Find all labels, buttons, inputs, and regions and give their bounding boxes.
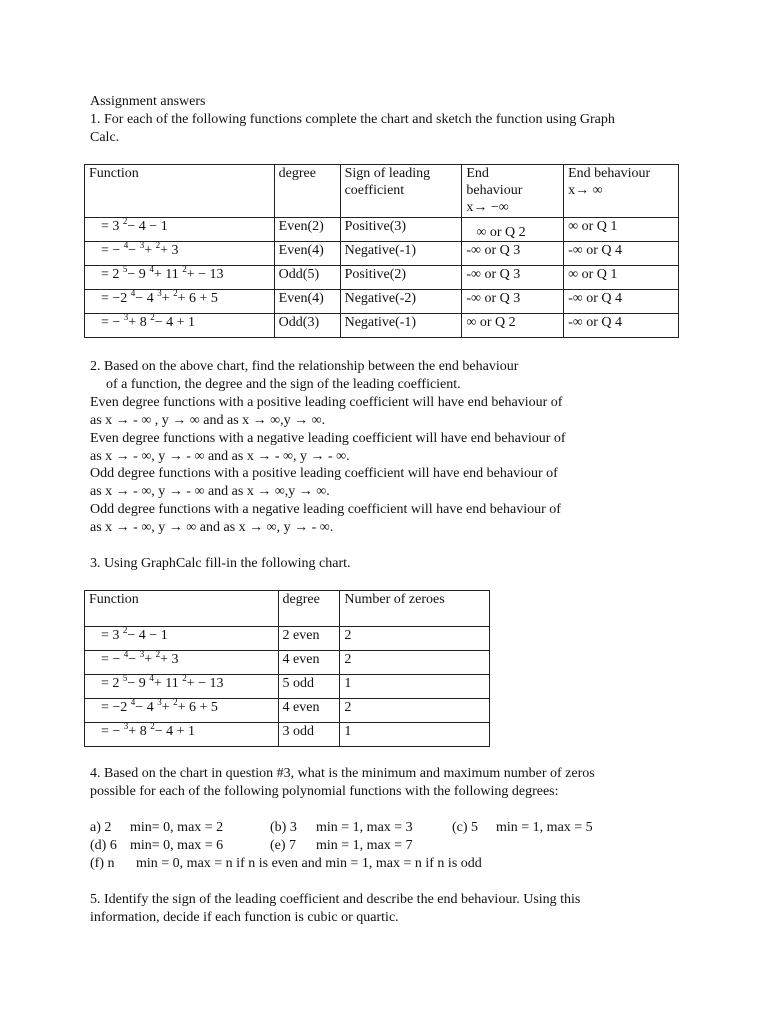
degree-cell: Even(4): [274, 290, 340, 314]
q4-f-label: (f) n: [90, 856, 115, 871]
header-end-neg-line1: End: [466, 166, 489, 181]
fn-exponent: 3: [157, 288, 162, 298]
fn-exponent: 2: [150, 721, 155, 731]
end-neg-cell: ∞ or Q 2: [462, 314, 564, 338]
fn-exponent: 4: [123, 649, 129, 659]
function-cell: [85, 651, 279, 675]
fn-part: + 8: [128, 315, 151, 330]
fn-part: = −2: [101, 291, 131, 306]
table-header-row: [85, 591, 490, 627]
fn-part: + − 13: [186, 676, 224, 691]
fn-exponent: 2: [155, 649, 161, 659]
q2-line2: of a function, the degree and the sign of the leading coefficient.: [106, 377, 461, 392]
end-pos-cell: -∞ or Q 4: [564, 290, 679, 314]
fn-exponent: 2: [150, 312, 155, 322]
fn-part: + 11: [153, 676, 183, 691]
header-end-neg: [462, 165, 564, 218]
header-sign-line2: coefficient: [344, 183, 405, 198]
fn-part: + 3: [160, 652, 179, 667]
table-header-row: [85, 165, 679, 218]
header-function: Function: [85, 165, 275, 218]
q2-answer-2: as x → - ∞ , y → ∞ and as x → ∞,y → ∞.: [90, 413, 326, 428]
q2-answer-8: as x → - ∞, y → ∞ and as x → ∞, y → - ∞.: [90, 520, 334, 535]
header-end-pos-line2: x→ ∞: [568, 183, 603, 198]
fn-part: − 4 − 1: [127, 628, 168, 643]
end-neg-cell: ∞ or Q 2: [462, 218, 564, 242]
degree-cell: 2 even: [278, 627, 340, 651]
degree-cell: 4 even: [278, 699, 340, 723]
fn-exponent: 2: [173, 697, 178, 707]
fn-part: − 4 + 1: [154, 724, 195, 739]
fn-exponent: 2: [182, 264, 187, 274]
fn-part: +: [144, 243, 156, 258]
function-cell: [85, 266, 275, 290]
q3-table: [84, 590, 490, 747]
fn-part: − 9: [127, 676, 150, 691]
degree-cell: Odd(5): [274, 266, 340, 290]
table-row: [85, 651, 490, 675]
q2-answer-4: as x → - ∞, y → - ∞ and as x → - ∞, y → - ∞.: [90, 449, 350, 464]
fn-exponent: 3: [139, 649, 145, 659]
fn-part: − 9: [127, 267, 150, 282]
q4-a-label: a) 2: [90, 820, 112, 835]
fn-part: + 6 + 5: [177, 700, 218, 715]
header-end-pos: [564, 165, 679, 218]
q4-line1: 4. Based on the chart in question #3, what is the minimum and maximum number of zeros: [90, 766, 595, 781]
q4-line2: possible for each of the following polynomial functions with the following degrees:: [90, 784, 559, 799]
q2-line1: 2. Based on the above chart, find the relationship between the end behaviour: [90, 359, 519, 374]
table-row: [85, 218, 679, 242]
fn-part: − 4 + 1: [154, 315, 195, 330]
fn-part: − 4: [135, 700, 158, 715]
fn-part: = 2: [101, 676, 123, 691]
fn-part: = 3: [101, 628, 123, 643]
header-function: Function: [85, 591, 279, 627]
fn-part: = −: [101, 724, 124, 739]
table-row: [85, 699, 490, 723]
q2-answer-3: Even degree functions with a negative leading coefficient will have end behaviour of: [90, 431, 566, 446]
fn-part: = 3: [101, 219, 123, 234]
sign-cell: Positive(2): [340, 266, 462, 290]
function-cell: [85, 723, 279, 747]
header-end-pos-line1: End behaviour: [568, 166, 651, 181]
fn-part: −: [128, 243, 140, 258]
degree-cell: 4 even: [278, 651, 340, 675]
fn-exponent: 4: [149, 673, 154, 683]
table-row: [85, 723, 490, 747]
fn-exponent: 4: [149, 264, 154, 274]
header-degree: degree: [274, 165, 340, 218]
function-cell: [85, 218, 275, 242]
sign-cell: Negative(-1): [340, 314, 462, 338]
fn-part: = −: [101, 652, 124, 667]
header-end-neg-line3: x→ −∞: [466, 200, 509, 215]
q4-d-label: (d) 6: [90, 838, 117, 853]
table-row: [85, 242, 679, 266]
end-pos-cell: -∞ or Q 4: [564, 314, 679, 338]
sign-cell: Positive(3): [340, 218, 462, 242]
table-row: [85, 675, 490, 699]
end-pos-cell: ∞ or Q 1: [564, 266, 679, 290]
fn-part: +: [161, 291, 174, 306]
end-neg-cell: -∞ or Q 3: [462, 242, 564, 266]
zeroes-cell: 1: [340, 723, 490, 747]
fn-exponent: 3: [123, 312, 129, 322]
zeroes-cell: 1: [340, 675, 490, 699]
fn-part: = 2: [101, 267, 123, 282]
fn-exponent: 3: [123, 721, 129, 731]
fn-exponent: 4: [130, 288, 136, 298]
table-row: [85, 266, 679, 290]
fn-exponent: 5: [122, 673, 128, 683]
fn-exponent: 3: [157, 697, 162, 707]
degree-cell: 5 odd: [278, 675, 340, 699]
q2-answer-5: Odd degree functions with a positive leading coefficient will have end behaviour of: [90, 466, 558, 481]
fn-part: − 4: [135, 291, 158, 306]
q4-a-value: min= 0, max = 2: [130, 820, 224, 835]
function-cell: [85, 699, 279, 723]
fn-part: + 3: [160, 243, 179, 258]
fn-part: = −: [101, 243, 124, 258]
function-cell: [85, 242, 275, 266]
fn-exponent: 2: [122, 216, 128, 226]
q1-text-line2: Calc.: [90, 130, 120, 145]
fn-exponent: 2: [173, 288, 178, 298]
q5-line2: information, decide if each function is cubic or quartic.: [90, 910, 399, 925]
q4-b-value: min = 1, max = 3: [316, 820, 413, 835]
q4-d-value: min= 0, max = 6: [130, 838, 224, 853]
fn-part: +: [161, 700, 174, 715]
sign-cell: Negative(-2): [340, 290, 462, 314]
zeroes-cell: 2: [340, 699, 490, 723]
end-neg-cell: -∞ or Q 3: [462, 290, 564, 314]
degree-cell: Odd(3): [274, 314, 340, 338]
q5-line1: 5. Identify the sign of the leading coefficient and describe the end behaviour. Using this: [90, 892, 581, 907]
fn-exponent: 3: [139, 240, 145, 250]
function-cell: [85, 290, 275, 314]
zeroes-cell: 2: [340, 651, 490, 675]
fn-part: + − 13: [186, 267, 224, 282]
table-row: [85, 314, 679, 338]
header-sign-line1: Sign of leading: [344, 166, 431, 181]
q4-e-label: (e) 7: [270, 838, 297, 853]
fn-exponent: 2: [122, 625, 128, 635]
q2-answer-6: as x → - ∞, y → - ∞ and as x → ∞,y → ∞.: [90, 484, 330, 499]
header-end-neg-line2: behaviour: [466, 183, 523, 198]
function-cell: [85, 675, 279, 699]
zeroes-cell: 2: [340, 627, 490, 651]
fn-exponent: 5: [122, 264, 128, 274]
fn-part: − 4 − 1: [127, 219, 168, 234]
q4-c-label: (c) 5: [452, 820, 479, 835]
degree-cell: Even(4): [274, 242, 340, 266]
fn-exponent: 4: [130, 697, 136, 707]
q4-f-value: min = 0, max = n if n is even and min = 1, max = n if n is odd: [136, 856, 482, 871]
fn-part: +: [144, 652, 156, 667]
q2-answer-1: Even degree functions with a positive leading coefficient will have end behaviour of: [90, 395, 563, 410]
header-zeroes: Number of zeroes: [340, 591, 490, 627]
degree-cell: Even(2): [274, 218, 340, 242]
q2-answer-7: Odd degree functions with a negative leading coefficient will have end behaviour of: [90, 502, 561, 517]
q4-b-label: (b) 3: [270, 820, 297, 835]
fn-part: + 11: [153, 267, 183, 282]
table-row: [85, 290, 679, 314]
q1-table: [84, 164, 679, 338]
fn-exponent: 4: [123, 240, 129, 250]
fn-exponent: 2: [182, 673, 187, 683]
fn-part: = −: [101, 315, 124, 330]
fn-part: −: [128, 652, 140, 667]
end-pos-cell: -∞ or Q 4: [564, 242, 679, 266]
fn-part: = −2: [101, 700, 131, 715]
fn-exponent: 2: [155, 240, 161, 250]
header-sign: [340, 165, 462, 218]
q4-e-value: min = 1, max = 7: [316, 838, 413, 853]
degree-cell: 3 odd: [278, 723, 340, 747]
sign-cell: Negative(-1): [340, 242, 462, 266]
fn-part: + 6 + 5: [177, 291, 218, 306]
q1-text-line1: 1. For each of the following functions complete the chart and sketch the function using Graph: [90, 112, 615, 127]
header-degree: degree: [278, 591, 340, 627]
table-row: [85, 627, 490, 651]
end-pos-cell: ∞ or Q 1: [564, 218, 679, 242]
function-cell: [85, 627, 279, 651]
function-cell: [85, 314, 275, 338]
q3-text: 3. Using GraphCalc fill-in the following chart.: [90, 556, 351, 571]
q4-c-value: min = 1, max = 5: [496, 820, 593, 835]
fn-part: + 8: [128, 724, 151, 739]
page-title: Assignment answers: [90, 94, 206, 109]
end-neg-cell: -∞ or Q 3: [462, 266, 564, 290]
